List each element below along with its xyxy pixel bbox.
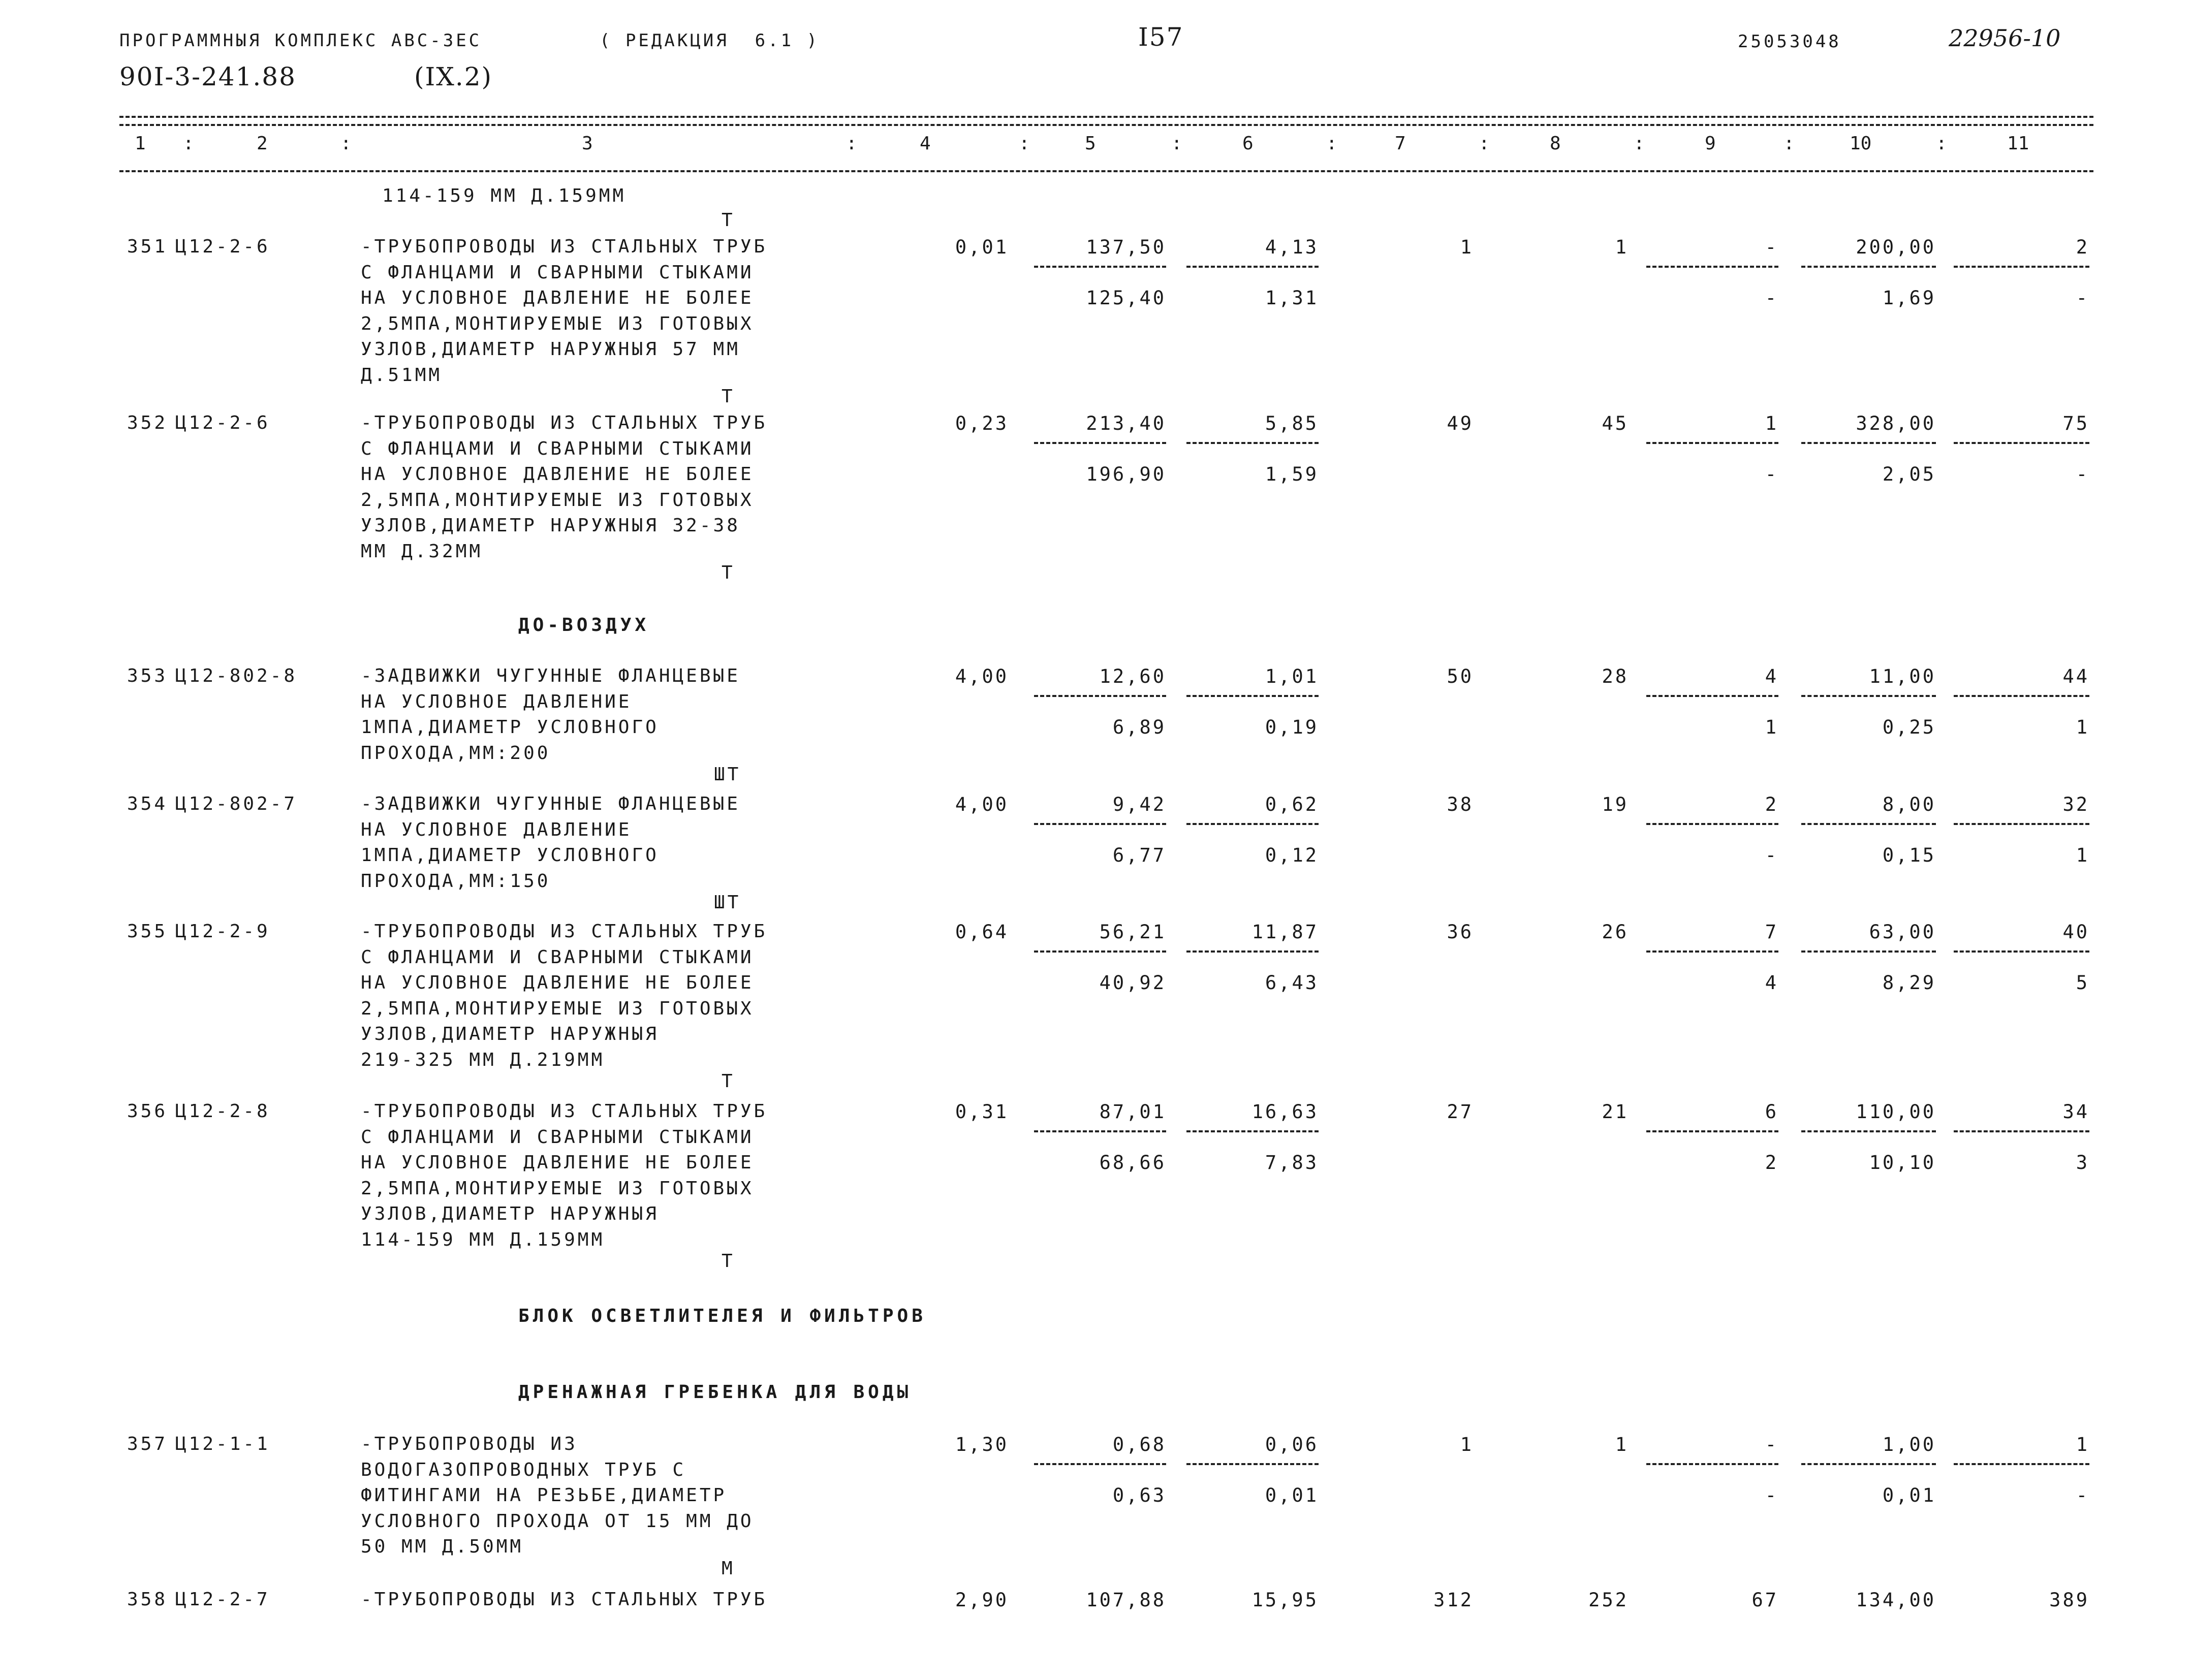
cell-col9-sub: 4 (1765, 972, 1778, 994)
column-separator: : (183, 133, 194, 154)
cell-col11-sub: 5 (2076, 972, 2089, 994)
fraction-divider (1034, 442, 1166, 444)
cell-col11: 34 (2062, 1101, 2089, 1123)
cell-col9-sub: - (1765, 1484, 1778, 1506)
cell-col9: 4 (1765, 665, 1778, 687)
fraction-divider (1954, 950, 2089, 953)
row-number: 352 (127, 413, 168, 433)
row-unit: Т (722, 1071, 735, 1092)
cell-col10-sub: 10,10 (1869, 1152, 1936, 1174)
cell-col11-sub: 3 (2076, 1152, 2089, 1174)
fraction-divider (1646, 695, 1778, 697)
fraction-divider (1801, 695, 1936, 697)
cell-col5-sub: 6,89 (1112, 716, 1166, 738)
row-description: С ФЛАНЦАМИ И СВАРНЫМИ СТЫКАМИ (361, 262, 754, 283)
column-separator: : (1019, 133, 1030, 154)
row-code: Ц12-2-6 (175, 413, 270, 433)
cell-col4: 1,30 (955, 1434, 1009, 1455)
row-code: Ц12-802-8 (175, 665, 298, 686)
cell-col11: 40 (2062, 921, 2089, 943)
cell-col9-sub: - (1765, 287, 1778, 309)
fraction-divider (1186, 442, 1319, 444)
row-number: 358 (127, 1589, 168, 1610)
cell-col5: 107,88 (1086, 1589, 1166, 1611)
cell-col11-sub: - (2076, 1484, 2089, 1506)
fraction-divider (1186, 266, 1319, 268)
fraction-divider (1034, 823, 1166, 825)
cell-col6: 0,06 (1265, 1434, 1319, 1455)
cell-col5-sub: 68,66 (1099, 1152, 1166, 1174)
row-description: НА УСЛОВНОЕ ДАВЛЕНИЕ (361, 819, 632, 840)
cell-col10-sub: 0,01 (1882, 1484, 1936, 1506)
section-code: (IX.2) (414, 62, 493, 91)
cell-col8: 28 (1602, 665, 1629, 687)
row-description: -ЗАДВИЖКИ ЧУГУННЫЕ ФЛАНЦЕВЫЕ (361, 665, 740, 686)
cell-col10: 134,00 (1856, 1589, 1936, 1611)
fraction-divider (1954, 695, 2089, 697)
column-number: 11 (2007, 133, 2029, 154)
cell-col7: 312 (1433, 1589, 1474, 1611)
cell-col8: 26 (1602, 921, 1629, 943)
column-number: 5 (1085, 133, 1096, 154)
row-description: -ТРУБОПРОВОДЫ ИЗ СТАЛЬНЫХ ТРУБ (361, 413, 768, 433)
row-unit: Т (722, 562, 735, 583)
cell-col10: 110,00 (1856, 1101, 1936, 1123)
row-code: Ц12-2-6 (175, 236, 270, 257)
cell-col6: 15,95 (1251, 1589, 1319, 1611)
fraction-divider (1034, 1130, 1166, 1132)
row-description: -ТРУБОПРОВОДЫ ИЗ СТАЛЬНЫХ ТРУБ (361, 921, 768, 942)
cell-col7: 27 (1447, 1101, 1474, 1123)
row-description: НА УСЛОВНОЕ ДАВЛЕНИЕ НЕ БОЛЕЕ (361, 1152, 754, 1173)
column-separator: : (1326, 133, 1337, 154)
fraction-divider (1646, 1463, 1778, 1465)
cell-col6-sub: 1,31 (1265, 287, 1319, 309)
cell-col8: 1 (1615, 236, 1629, 258)
cell-col10-sub: 1,69 (1882, 287, 1936, 309)
cell-col4: 0,64 (955, 921, 1009, 943)
row-description: 219-325 ММ Д.219ММ (361, 1049, 605, 1070)
cell-col7: 1 (1460, 236, 1474, 258)
cell-col11-sub: 1 (2076, 844, 2089, 866)
row-code: Ц12-802-7 (175, 794, 298, 814)
column-separator: : (1936, 133, 1947, 154)
column-separator: : (846, 133, 857, 154)
carry-over-text: 114-159 ММ Д.159ММ (382, 185, 627, 206)
cell-col9-sub: 1 (1765, 716, 1778, 738)
row-description: С ФЛАНЦАМИ И СВАРНЫМИ СТЫКАМИ (361, 1126, 754, 1148)
cell-col4: 2,90 (955, 1589, 1009, 1611)
row-description: УСЛОВНОГО ПРОХОДА ОТ 15 ММ ДО (361, 1510, 754, 1532)
cell-col5: 137,50 (1086, 236, 1166, 258)
row-description: -ТРУБОПРОВОДЫ ИЗ СТАЛЬНЫХ ТРУБ (361, 1589, 768, 1610)
cell-col6-sub: 0,19 (1265, 716, 1319, 738)
column-separator: : (1783, 133, 1795, 154)
row-description: 1МПА,ДИАМЕТР УСЛОВНОГО (361, 845, 659, 866)
cell-col9: 7 (1765, 921, 1778, 943)
cell-col5-sub: 40,92 (1099, 972, 1166, 994)
row-description: ПРОХОДА,ММ:200 (361, 742, 551, 764)
fraction-divider (1034, 695, 1166, 697)
cell-col5: 213,40 (1086, 413, 1166, 434)
cell-col9: - (1765, 236, 1778, 258)
cell-col7: 38 (1447, 794, 1474, 815)
fraction-divider (1954, 266, 2089, 268)
row-number: 353 (127, 665, 168, 686)
cell-col5: 9,42 (1112, 794, 1166, 815)
row-code: Ц12-2-8 (175, 1101, 270, 1122)
cell-col11-sub: - (2076, 463, 2089, 485)
cell-col9: 2 (1765, 794, 1778, 815)
cell-col9-sub: - (1765, 463, 1778, 485)
fraction-divider (1034, 950, 1166, 953)
row-code: Ц12-2-9 (175, 921, 270, 942)
fraction-divider (1034, 266, 1166, 268)
column-number: 8 (1550, 133, 1561, 154)
column-separator: : (1171, 133, 1182, 154)
cell-col5: 0,68 (1112, 1434, 1166, 1455)
cell-col7: 50 (1447, 665, 1474, 687)
section-heading: ДРЕНАЖНАЯ ГРЕБЕНКА ДЛЯ ВОДЫ (518, 1382, 912, 1403)
column-number: 1 (135, 133, 146, 154)
row-description: С ФЛАНЦАМИ И СВАРНЫМИ СТЫКАМИ (361, 438, 754, 459)
cell-col6: 1,01 (1265, 665, 1319, 687)
section-heading: БЛОК ОСВЕТЛИТЕЛЕЯ И ФИЛЬТРОВ (518, 1306, 926, 1326)
edition-label: ( РЕДАКЦИЯ 6.1 ) (600, 30, 820, 51)
cell-col8: 21 (1602, 1101, 1629, 1123)
column-number: 3 (582, 133, 593, 154)
cell-col6-sub: 6,43 (1265, 972, 1319, 994)
row-description: -ЗАДВИЖКИ ЧУГУННЫЕ ФЛАНЦЕВЫЕ (361, 794, 740, 814)
cell-col6: 5,85 (1265, 413, 1319, 434)
cell-col5-sub: 0,63 (1112, 1484, 1166, 1506)
row-description: ФИТИНГАМИ НА РЕЗЬБЕ,ДИАМЕТР (361, 1485, 727, 1506)
column-separator: : (340, 133, 352, 154)
cell-col11: 2 (2076, 236, 2089, 258)
cell-col7: 49 (1447, 413, 1474, 434)
row-description: Д.51ММ (361, 364, 443, 386)
row-number: 351 (127, 236, 168, 257)
row-description: С ФЛАНЦАМИ И СВАРНЫМИ СТЫКАМИ (361, 946, 754, 968)
fraction-divider (1646, 1130, 1778, 1132)
cell-col9-sub: - (1765, 844, 1778, 866)
column-number: 6 (1242, 133, 1254, 154)
row-description: 1МПА,ДИАМЕТР УСЛОВНОГО (361, 717, 659, 738)
fraction-divider (1186, 1463, 1319, 1465)
fraction-divider (1801, 442, 1936, 444)
cell-col5: 87,01 (1099, 1101, 1166, 1123)
cell-col10: 11,00 (1869, 665, 1936, 687)
cell-col5-sub: 6,77 (1112, 844, 1166, 866)
cell-col9: 6 (1765, 1101, 1778, 1123)
document-code: 25053048 (1738, 31, 1841, 52)
top-rule (119, 116, 2093, 118)
fraction-divider (1186, 1130, 1319, 1132)
cell-col11: 32 (2062, 794, 2089, 815)
row-number: 356 (127, 1101, 168, 1122)
row-description: ПРОХОДА,ММ:150 (361, 870, 551, 892)
row-description: -ТРУБОПРОВОДЫ ИЗ СТАЛЬНЫХ ТРУБ (361, 1101, 768, 1122)
row-description: -ТРУБОПРОВОДЫ ИЗ СТАЛЬНЫХ ТРУБ (361, 236, 768, 257)
column-number: 2 (257, 133, 268, 154)
cell-col6: 0,62 (1265, 794, 1319, 815)
row-description: НА УСЛОВНОЕ ДАВЛЕНИЕ (361, 691, 632, 712)
fraction-divider (1954, 1130, 2089, 1132)
fraction-divider (1801, 1130, 1936, 1132)
cell-col8: 19 (1602, 794, 1629, 815)
cell-col9: - (1765, 1434, 1778, 1455)
cell-col6-sub: 7,83 (1265, 1152, 1319, 1174)
row-unit: ШТ (714, 892, 741, 913)
fraction-divider (1186, 695, 1319, 697)
cell-col9: 1 (1765, 413, 1778, 434)
row-description: ВОДОГАЗОПРОВОДНЫХ ТРУБ С (361, 1459, 686, 1480)
fraction-divider (1954, 1463, 2089, 1465)
cell-col11: 389 (2049, 1589, 2089, 1611)
row-description: 50 ММ Д.50ММ (361, 1536, 524, 1557)
cell-col6: 11,87 (1251, 921, 1319, 943)
cell-col4: 0,01 (955, 236, 1009, 258)
cell-col5: 56,21 (1099, 921, 1166, 943)
cell-col5-sub: 196,90 (1086, 463, 1166, 485)
column-separator: : (1479, 133, 1490, 154)
row-description: 2,5МПА,МОНТИРУЕМЫЕ ИЗ ГОТОВЫХ (361, 998, 754, 1019)
fraction-divider (1034, 1463, 1166, 1465)
cell-col11: 44 (2062, 665, 2089, 687)
cell-col11-sub: - (2076, 287, 2089, 309)
fraction-divider (1186, 823, 1319, 825)
cell-col4: 0,23 (955, 413, 1009, 434)
row-code: Ц12-1-1 (175, 1434, 270, 1454)
fraction-divider (1646, 442, 1778, 444)
cell-col9: 67 (1751, 1589, 1778, 1611)
row-description: НА УСЛОВНОЕ ДАВЛЕНИЕ НЕ БОЛЕЕ (361, 464, 754, 485)
fraction-divider (1954, 823, 2089, 825)
row-description: УЗЛОВ,ДИАМЕТР НАРУЖНЫЯ (361, 1203, 659, 1224)
cell-col6: 16,63 (1251, 1101, 1319, 1123)
carry-over-unit: Т (722, 210, 735, 231)
cell-col9-sub: 2 (1765, 1152, 1778, 1174)
cell-col7: 36 (1447, 921, 1474, 943)
cell-col10: 8,00 (1882, 794, 1936, 815)
cell-col8: 45 (1602, 413, 1629, 434)
cell-col6-sub: 0,12 (1265, 844, 1319, 866)
cell-col8: 1 (1615, 1434, 1629, 1455)
row-unit: М (722, 1558, 735, 1579)
column-number: 4 (920, 133, 931, 154)
cell-col10: 200,00 (1856, 236, 1936, 258)
row-number: 354 (127, 794, 168, 814)
fraction-divider (1646, 950, 1778, 953)
cell-col10-sub: 2,05 (1882, 463, 1936, 485)
project-number: 90I-3-241.88 (119, 62, 296, 91)
row-unit: ШТ (714, 764, 741, 785)
column-separator: : (1634, 133, 1645, 154)
row-description: НА УСЛОВНОЕ ДАВЛЕНИЕ НЕ БОЛЕЕ (361, 972, 754, 993)
sheet-number: 22956-10 (1949, 24, 2061, 52)
cell-col10-sub: 0,15 (1882, 844, 1936, 866)
page-number: I57 (1138, 22, 1184, 52)
fraction-divider (1801, 1463, 1936, 1465)
row-description: 2,5МПА,МОНТИРУЕМЫЕ ИЗ ГОТОВЫХ (361, 489, 754, 511)
cell-col6-sub: 0,01 (1265, 1484, 1319, 1506)
row-number: 355 (127, 921, 168, 942)
cell-col7: 1 (1460, 1434, 1474, 1455)
cell-col5: 12,60 (1099, 665, 1166, 687)
cell-col6-sub: 1,59 (1265, 463, 1319, 485)
program-name: ПРОГРАММНЫЯ КОМПЛЕКС АВС-3ЕС (119, 30, 482, 51)
fraction-divider (1954, 442, 2089, 444)
column-number: 9 (1705, 133, 1716, 154)
cell-col10-sub: 8,29 (1882, 972, 1936, 994)
fraction-divider (1186, 950, 1319, 953)
row-unit: Т (722, 1251, 735, 1272)
header-bottom-rule (119, 170, 2093, 172)
row-description: -ТРУБОПРОВОДЫ ИЗ (361, 1434, 578, 1454)
row-unit: Т (722, 386, 735, 407)
row-description: 2,5МПА,МОНТИРУЕМЫЕ ИЗ ГОТОВЫХ (361, 1178, 754, 1199)
fraction-divider (1646, 266, 1778, 268)
cell-col4: 4,00 (955, 794, 1009, 815)
cell-col4: 0,31 (955, 1101, 1009, 1123)
row-code: Ц12-2-7 (175, 1589, 270, 1610)
section-heading: ДО-ВОЗДУХ (518, 615, 650, 636)
cell-col10: 328,00 (1856, 413, 1936, 434)
cell-col6: 4,13 (1265, 236, 1319, 258)
fraction-divider (1646, 823, 1778, 825)
row-description: УЗЛОВ,ДИАМЕТР НАРУЖНЫЯ (361, 1024, 659, 1044)
column-number: 7 (1395, 133, 1406, 154)
cell-col5-sub: 125,40 (1086, 287, 1166, 309)
row-description: УЗЛОВ,ДИАМЕТР НАРУЖНЫЯ 57 ММ (361, 339, 740, 360)
row-description: НА УСЛОВНОЕ ДАВЛЕНИЕ НЕ БОЛЕЕ (361, 288, 754, 308)
top-rule-2 (119, 124, 2093, 126)
fraction-divider (1801, 823, 1936, 825)
row-description: 2,5МПА,МОНТИРУЕМЫЕ ИЗ ГОТОВЫХ (361, 313, 754, 334)
fraction-divider (1801, 266, 1936, 268)
cell-col11: 1 (2076, 1434, 2089, 1455)
cell-col11-sub: 1 (2076, 716, 2089, 738)
cell-col10: 63,00 (1869, 921, 1936, 943)
cell-col10: 1,00 (1882, 1434, 1936, 1455)
fraction-divider (1801, 950, 1936, 953)
cell-col4: 4,00 (955, 665, 1009, 687)
row-description: ММ Д.32ММ (361, 541, 483, 562)
cell-col10-sub: 0,25 (1882, 716, 1936, 738)
column-number: 10 (1850, 133, 1872, 154)
row-number: 357 (127, 1434, 168, 1454)
cell-col11: 75 (2062, 413, 2089, 434)
cell-col8: 252 (1588, 1589, 1629, 1611)
row-description: 114-159 ММ Д.159ММ (361, 1229, 605, 1250)
row-description: УЗЛОВ,ДИАМЕТР НАРУЖНЫЯ 32-38 (361, 515, 740, 536)
